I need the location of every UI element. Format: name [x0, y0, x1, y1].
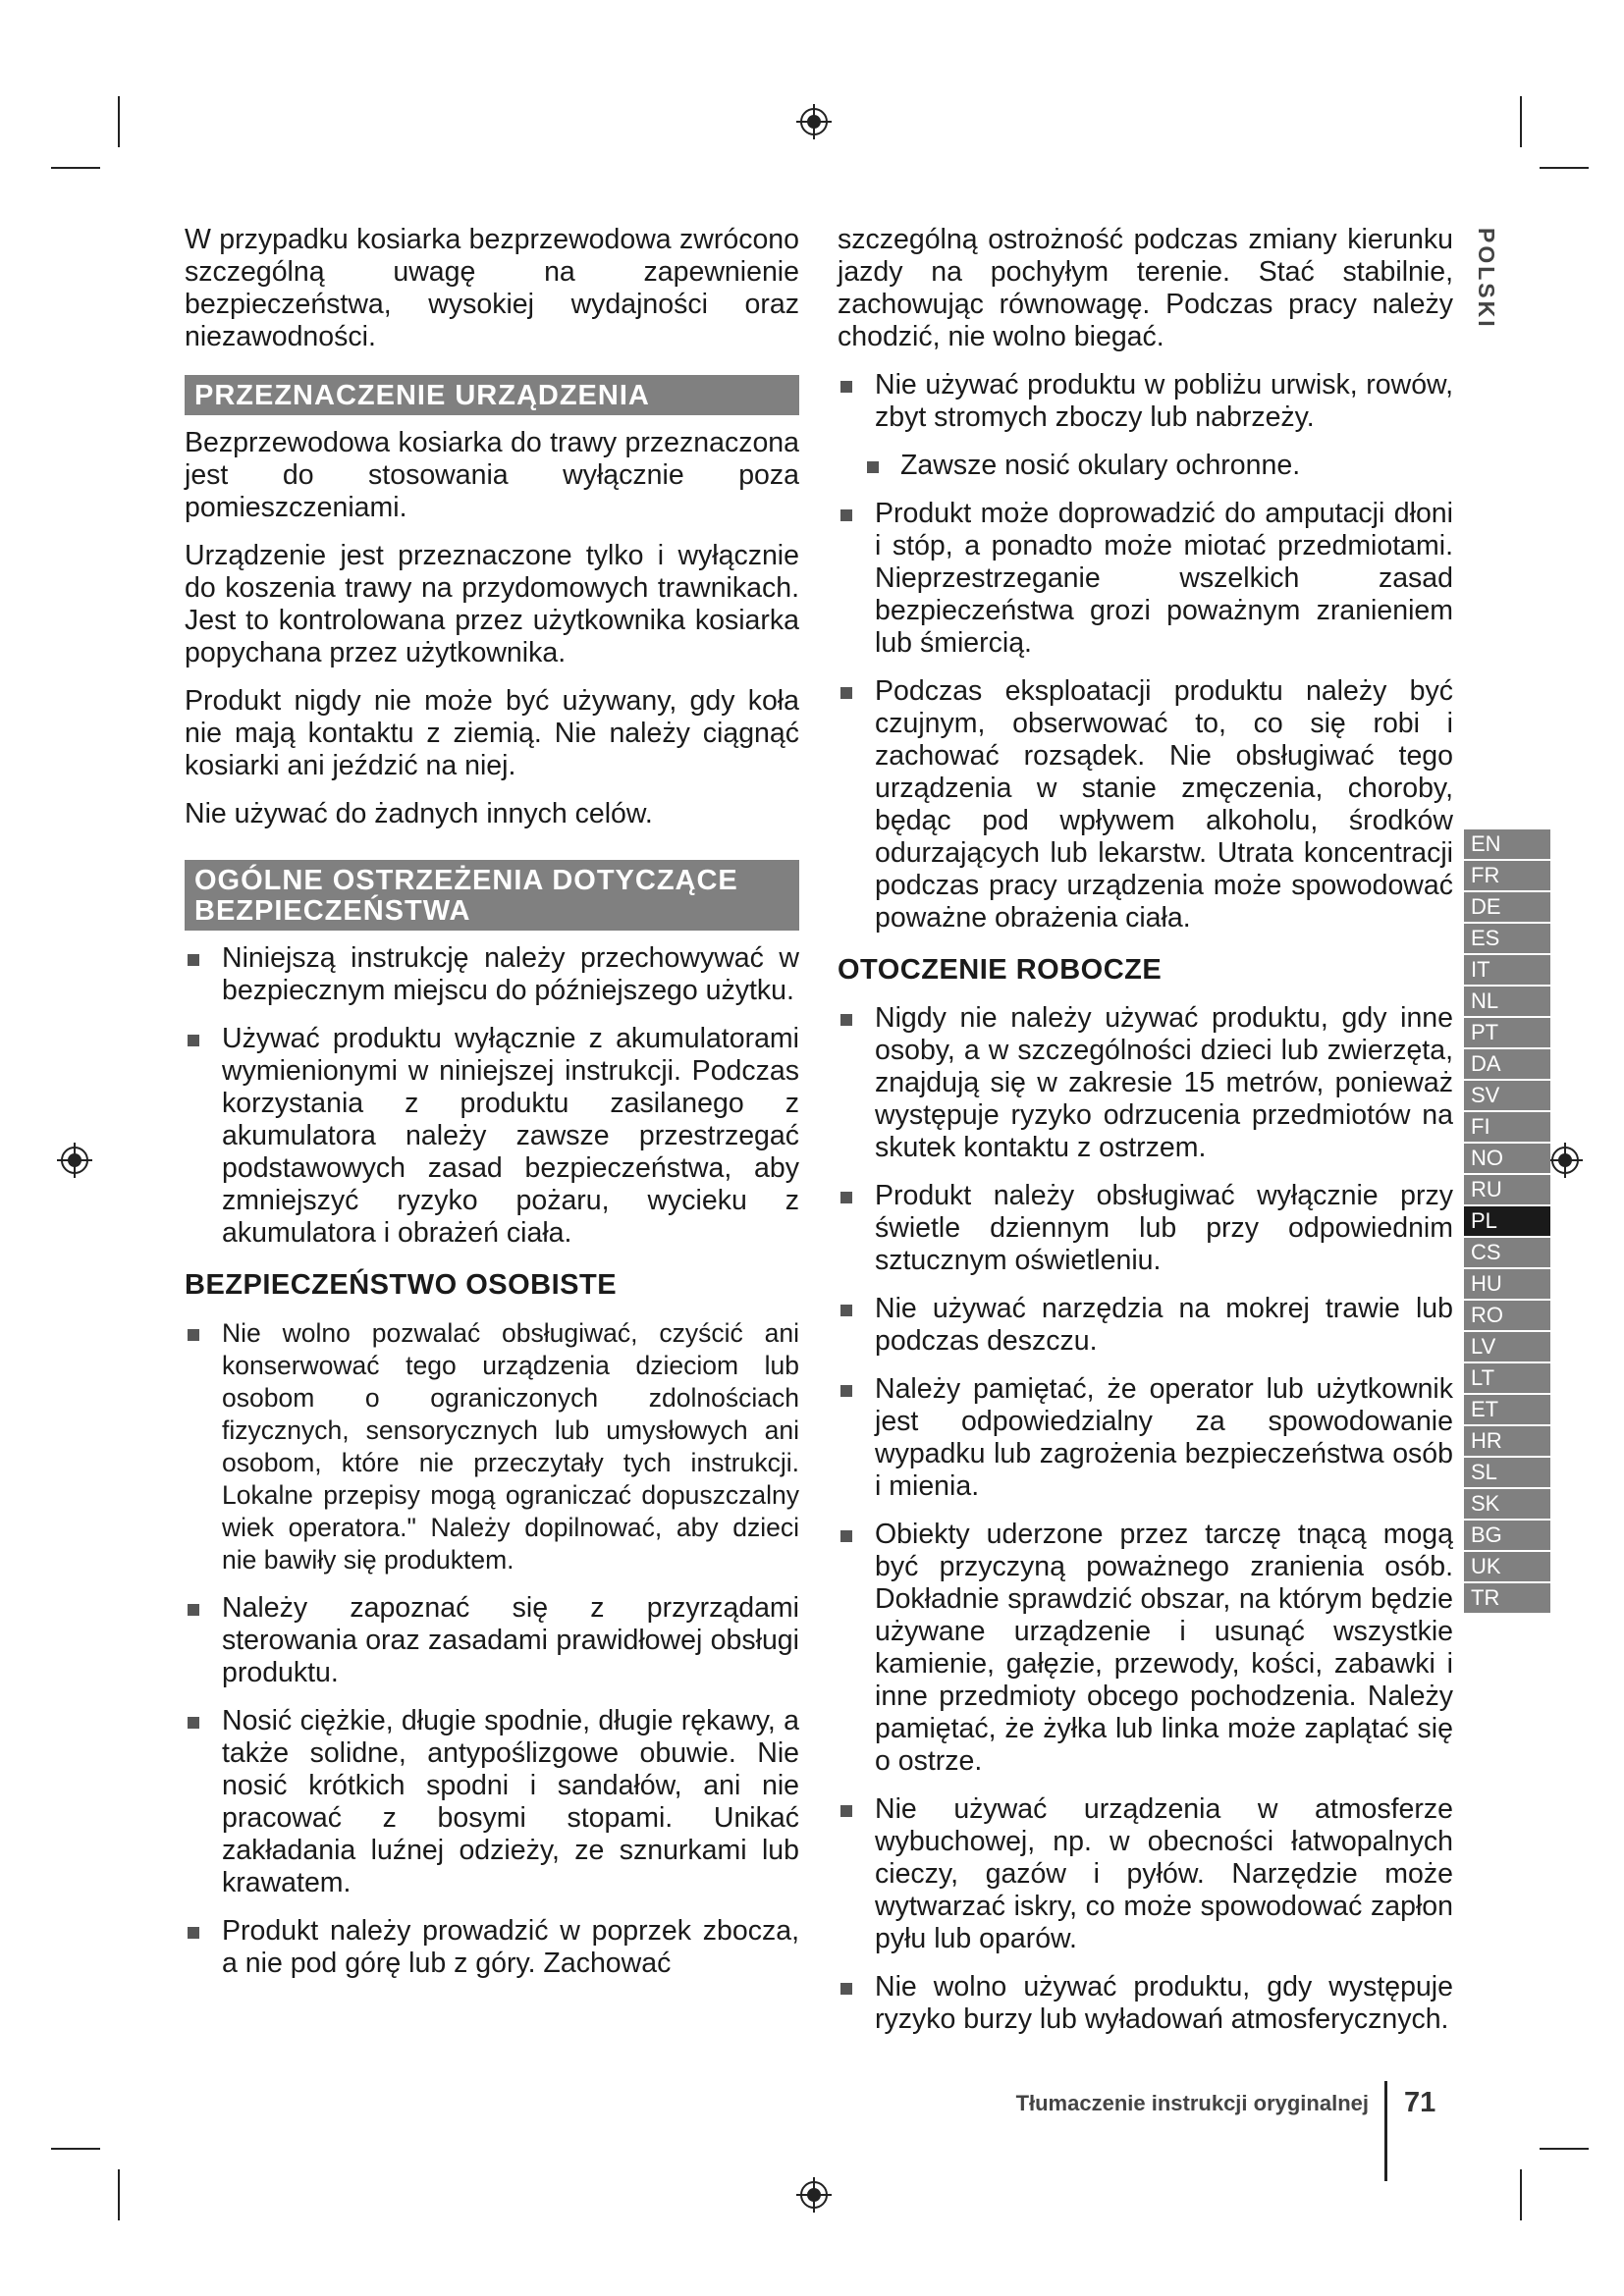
language-tab-lv[interactable]: LV [1464, 1332, 1550, 1363]
paragraph: Nie używać do żadnych innych celów. [185, 798, 653, 829]
page-number: 71 [1404, 2087, 1436, 2118]
language-tab-de[interactable]: DE [1464, 892, 1550, 924]
language-tab-no[interactable]: NO [1464, 1144, 1550, 1175]
subheading-personal-safety: BEZPIECZEŃSTWO OSOBISTE [185, 1269, 618, 1301]
continuation-paragraph: szczególną ostrożność podczas zmiany kierunku jazdy na pochyłym terenie. Stać stabilnie, zachowując równowagę. Podczas pracy należy chodzić, nie wolno biegać. [838, 224, 1453, 352]
language-tab-lt[interactable]: LT [1464, 1363, 1550, 1395]
language-tab-hu[interactable]: HU [1464, 1269, 1550, 1301]
language-tab-sv[interactable]: SV [1464, 1081, 1550, 1112]
language-tab-it[interactable]: IT [1464, 955, 1550, 987]
footer-divider [1384, 2081, 1387, 2181]
language-tab-et[interactable]: ET [1464, 1395, 1550, 1426]
bullet-list [185, 1317, 799, 1980]
paragraph: Bezprzewodowa kosiarka do trawy przeznaczona jest do stosowania wyłącznie poza pomieszczeniami. [185, 427, 799, 523]
bullet-list [838, 369, 1453, 934]
list-item: Nosić ciężkie, długie spodnie, długie rękawy, a także solidne, antypoślizgowe obuwie. Nie nosić krótkich spodni i sandałów, ani nie pracować z bosymi stopami. Unikać zakładania luźnej odzieży, ze sznurkami lub krawatem. [185, 1705, 799, 1899]
registration-mark-icon [794, 2175, 834, 2215]
list-item: Należy zapoznać się z przyrządami sterowania oraz zasadami prawidłowej obsługi produktu. [185, 1592, 799, 1689]
bullet-list [185, 942, 799, 1250]
list-item: Produkt może doprowadzić do amputacji dłoni i stóp, a ponadto może miotać przedmiotami. Nieprzestrzeganie wszelkich zasad bezpieczeństwa grozi poważnym zranieniem lub śmiercią. [838, 498, 1453, 660]
registration-mark-icon [794, 102, 834, 141]
crop-mark [1520, 96, 1522, 147]
language-tab-hr[interactable]: HR [1464, 1426, 1550, 1458]
list-item: Nigdy nie należy używać produktu, gdy inne osoby, a w szczególności dzieci lub zwierzęta, znajdują się w zakresie 15 metrów, ponieważ występuje ryzyko odrzucenia przedmiotów na skutek kontaktu z ostrzem. [838, 1002, 1453, 1164]
language-tab-fr[interactable]: FR [1464, 861, 1550, 892]
language-tab-en[interactable]: EN [1464, 829, 1550, 861]
list-item: Nie używać narzędzia na mokrej trawie lub podczas deszczu. [838, 1293, 1453, 1358]
intro-paragraph: W przypadku kosiarka bezprzewodowa zwrócono szczególną uwagę na zapewnienie bezpieczeństwa, wysokiej wydajności oraz niezawodności. [185, 224, 799, 352]
list-item: Podczas eksploatacji produktu należy być czujnym, obserwować to, co się robi i zachować rozsądek. Nie obsługiwać tego urządzenia w stanie zmęczenia, choroby, będąc pod wpływem alkoholu, środków odurzających lub lekarstw. Utrata koncentracji podczas pracy urządzenia może spowodować poważne obrażenia ciała. [838, 675, 1453, 934]
list-item: Nie używać produktu w pobliżu urwisk, rowów, zbyt stromych zboczy lub nabrzeży. [838, 369, 1453, 434]
crop-mark [1540, 2148, 1589, 2150]
language-side-label: POLSKI [1474, 228, 1499, 330]
list-item: Używać produktu wyłącznie z akumulatorami wymienionymi w niniejszej instrukcji. Podczas korzystania z produktu zasilanego z akumulatora należy zawsze przestrzegać podstawowych zasad bezpieczeństwa, aby zmniejszyć ryzyko pożaru, wycieku z akumulatora i obrażeń ciała. [185, 1023, 799, 1250]
bullet-list [838, 1002, 1453, 2036]
section-banner-general-warnings: OGÓLNE OSTRZEŻENIA DOTYCZĄCE BEZPIECZEŃSTWA [185, 860, 799, 931]
language-tab-bg[interactable]: BG [1464, 1521, 1550, 1552]
crop-mark [1520, 2169, 1522, 2220]
paragraph: Produkt nigdy nie może być używany, gdy koła nie mają kontaktu z ziemią. Nie należy ciągnąć kosiarki ani jeździć na niej. [185, 685, 799, 781]
list-item: Niniejszą instrukcję należy przechowywać w bezpiecznym miejscu do późniejszego użytku. [185, 942, 799, 1007]
language-tab-cs[interactable]: CS [1464, 1238, 1550, 1269]
footer-translation-note: Tłumaczenie instrukcji oryginalnej [1015, 2091, 1369, 2115]
language-tab-pt[interactable]: PT [1464, 1018, 1550, 1049]
list-item: Nie wolno pozwalać obsługiwać, czyścić ani konserwować tego urządzenia dzieciom lub osobom o ograniczonych zdolnościach fizycznych, sensorycznych lub umysłowych ani osobom, które nie przeczytały tych instrukcji. Lokalne przepisy mogą ograniczać dopuszczalny wiek operatora." Należy dopilnować, aby dzieci nie bawiły się produktem. [185, 1317, 799, 1576]
language-tab-strip [1464, 829, 1550, 1615]
language-tab-da[interactable]: DA [1464, 1049, 1550, 1081]
language-tab-pl[interactable]: PL [1464, 1206, 1550, 1238]
registration-mark-icon [55, 1141, 94, 1180]
right-column [838, 224, 1453, 2052]
subheading-work-area: OTOCZENIE ROBOCZE [838, 954, 1163, 986]
language-tab-ro[interactable]: RO [1464, 1301, 1550, 1332]
list-item: Zawsze nosić okulary ochronne. [838, 450, 1453, 482]
language-tab-es[interactable]: ES [1464, 924, 1550, 955]
crop-mark [51, 2148, 100, 2150]
list-item: Nie używać urządzenia w atmosferze wybuchowej, np. w obecności łatwopalnych cieczy, gazów i pyłów. Narzędzie może wytwarzać iskry, co może spowodować zapłon pyłu lub oparów. [838, 1793, 1453, 1955]
crop-mark [118, 2169, 120, 2220]
language-tab-sk[interactable]: SK [1464, 1489, 1550, 1521]
list-item: Produkt należy prowadzić w poprzek zbocza, a nie pod górę lub z góry. Zachować [185, 1915, 799, 1980]
list-item: Produkt należy obsługiwać wyłącznie przy świetle dziennym lub przy odpowiednim sztucznym oświetleniu. [838, 1180, 1453, 1277]
language-tab-uk[interactable]: UK [1464, 1552, 1550, 1583]
language-tab-ru[interactable]: RU [1464, 1175, 1550, 1206]
list-item: Nie wolno używać produktu, gdy występuje ryzyko burzy lub wyładowań atmosferycznych. [838, 1971, 1453, 2036]
crop-mark [118, 96, 120, 147]
paragraph: Urządzenie jest przeznaczone tylko i wyłącznie do koszenia trawy na przydomowych trawnikach. Jest to kontrolowana przez użytkownika kosiarka popychana przez użytkownika. [185, 540, 799, 668]
left-column [185, 224, 799, 1996]
language-tab-tr[interactable]: TR [1464, 1583, 1550, 1615]
list-item: Należy pamiętać, że operator lub użytkownik jest odpowiedzialny za spowodowanie wypadku lub zagrożenia bezpieczeństwa osób i mienia. [838, 1373, 1453, 1503]
language-tab-sl[interactable]: SL [1464, 1458, 1550, 1489]
language-tab-fi[interactable]: FI [1464, 1112, 1550, 1144]
crop-mark [51, 167, 100, 169]
section-banner-intended-use: PRZEZNACZENIE URZĄDZENIA [185, 375, 799, 415]
list-item: Obiekty uderzone przez tarczę tnącą mogą być przyczyną poważnego zranienia osób. Dokładnie sprawdzić obszar, na którym będzie używane urządzenie i usunąć wszystkie kamienie, gałęzie, przewody, kości, zabawki i inne przedmioty obcego pochodzenia. Należy pamiętać, że żyłka lub linka może zaplątać się o ostrze. [838, 1519, 1453, 1778]
crop-mark [1540, 167, 1589, 169]
registration-mark-icon [1545, 1141, 1585, 1180]
language-tab-nl[interactable]: NL [1464, 987, 1550, 1018]
